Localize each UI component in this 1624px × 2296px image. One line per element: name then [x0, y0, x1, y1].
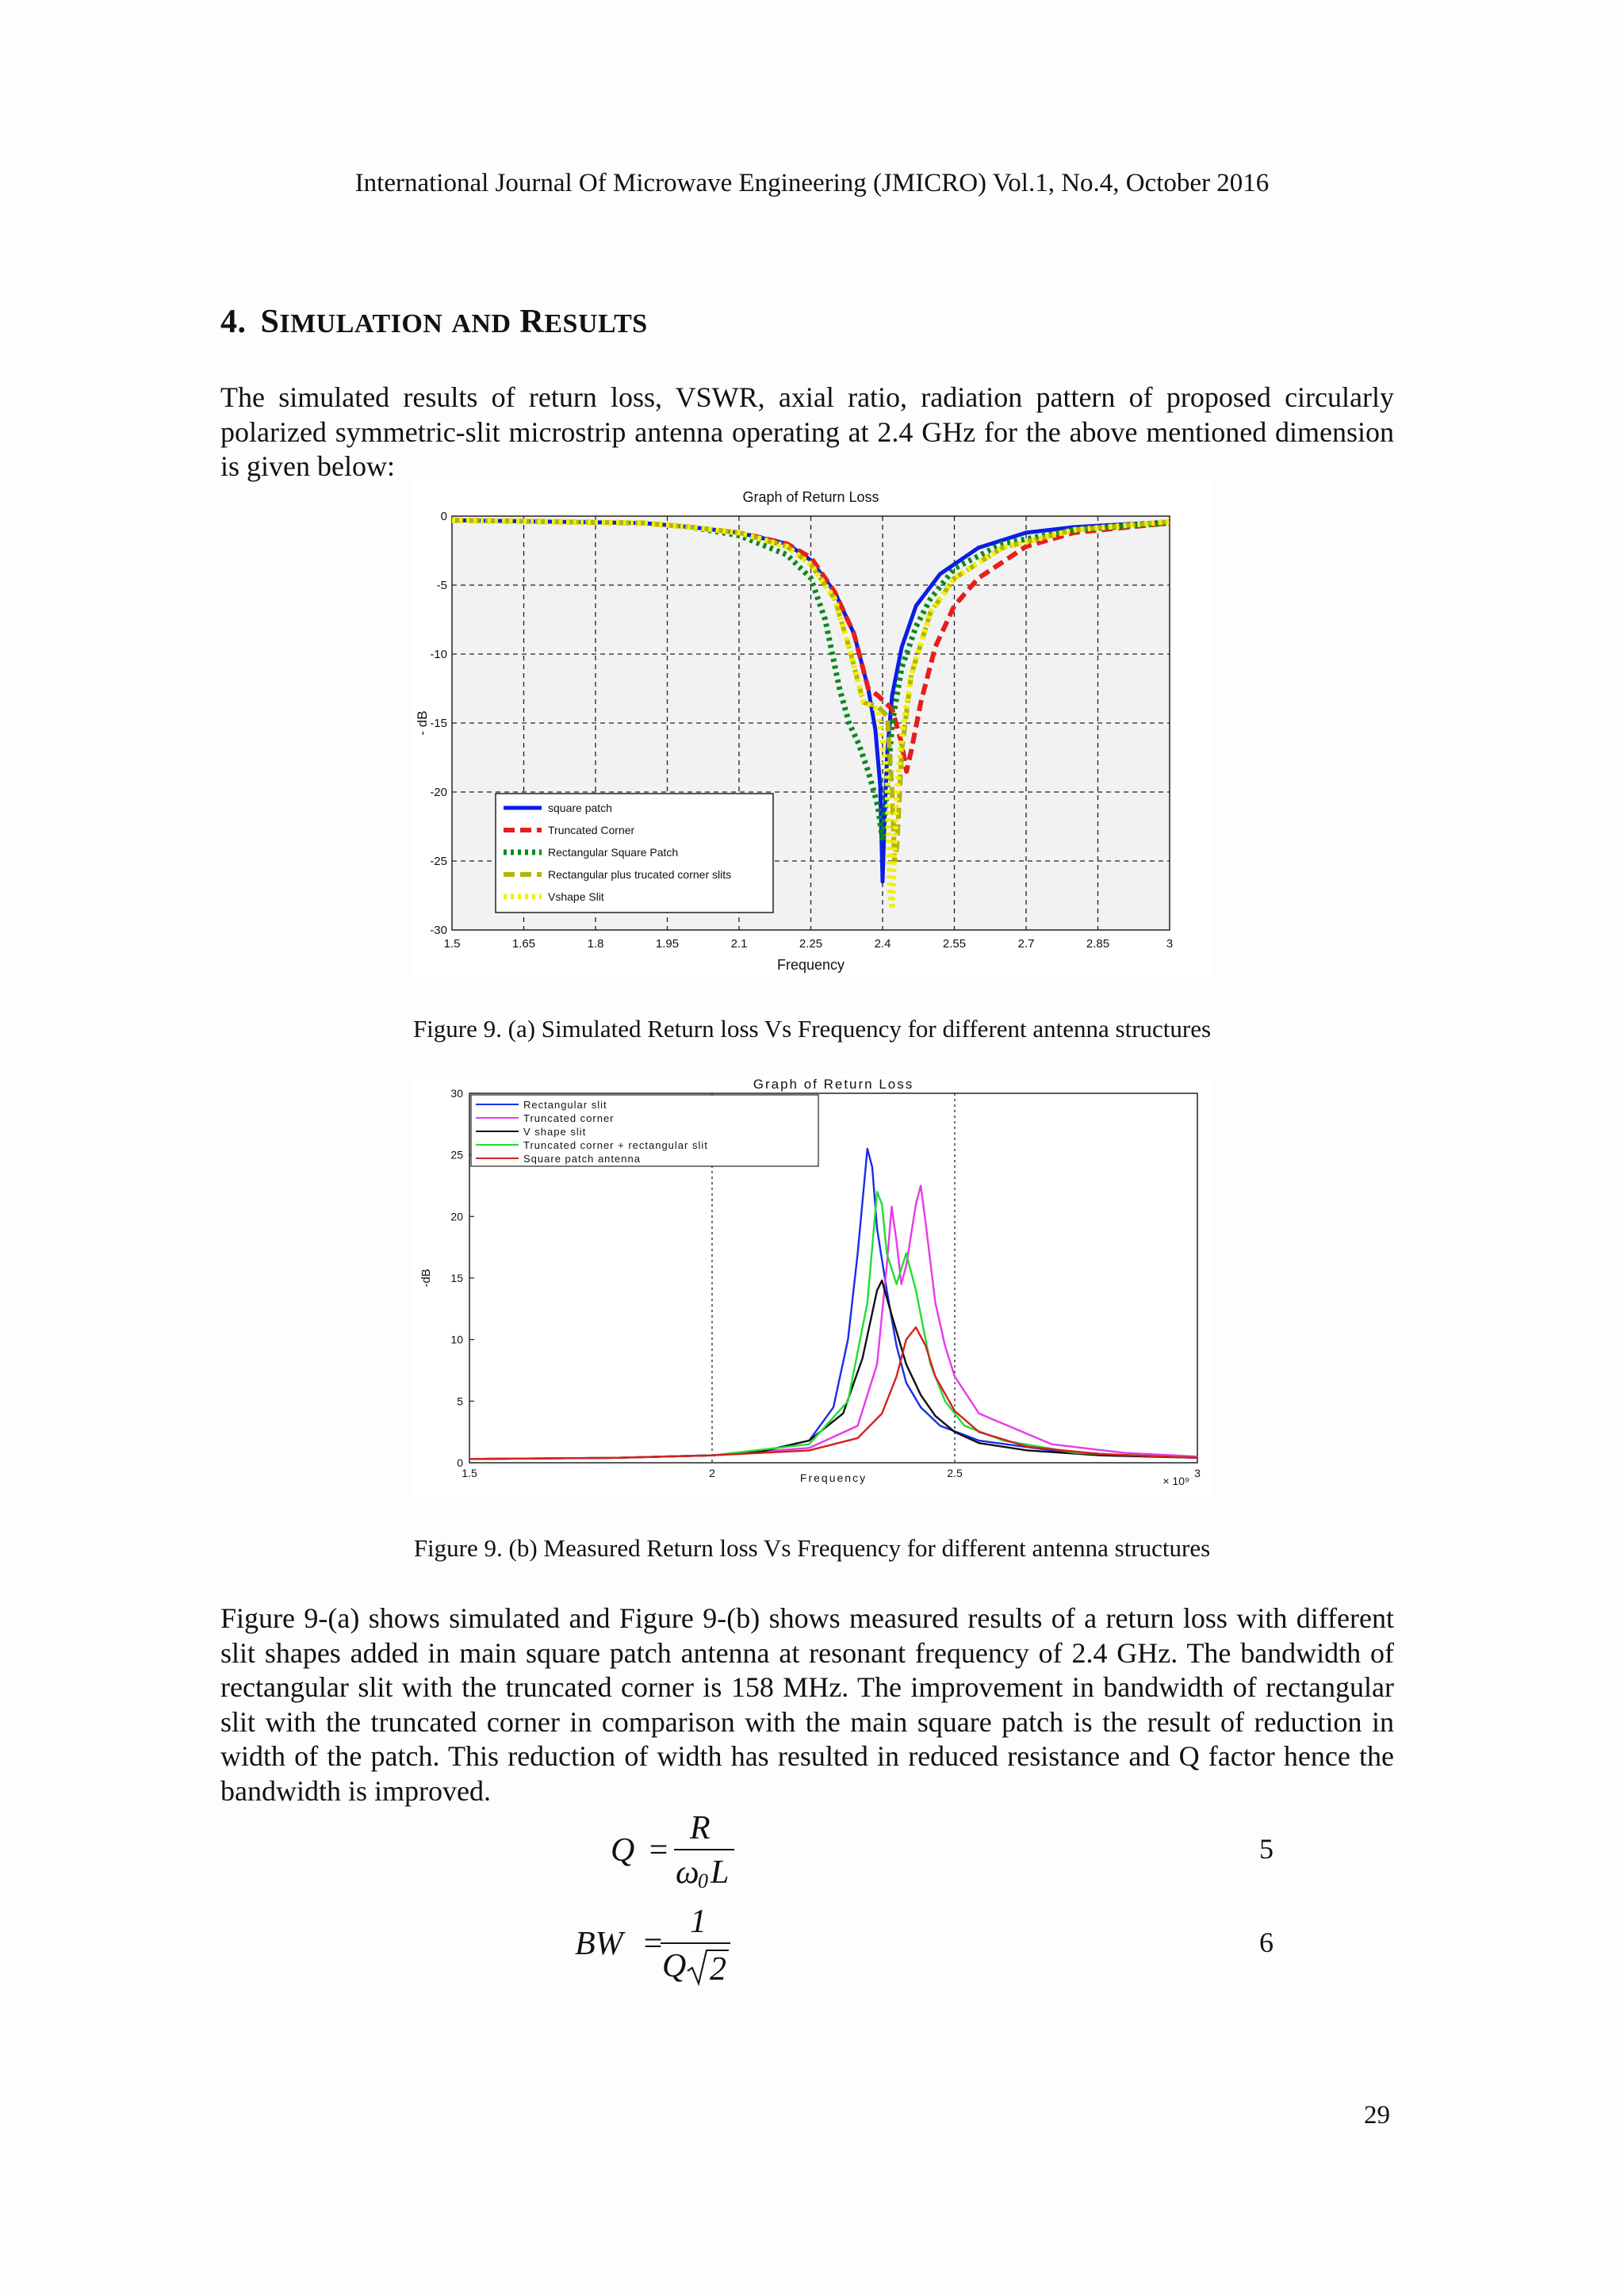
legend-label: Rectangular slit	[523, 1099, 607, 1111]
eq6-equals: =	[642, 1926, 665, 1962]
legend-label: Truncated corner + rectangular slit	[523, 1139, 708, 1151]
heading-word-1-cap: S	[260, 304, 280, 340]
legend-label: Square patch antenna	[523, 1153, 641, 1165]
eq5-denominator-subscript: 0	[698, 1869, 708, 1892]
legend-label: Truncated corner	[523, 1112, 615, 1124]
legend-label: Vshape Slit	[548, 890, 604, 903]
eq6-lhs: BW	[575, 1926, 623, 1962]
figure-9b-caption: Figure 9. (b) Measured Return loss Vs Frequency for different antenna structures	[413, 1534, 1211, 1562]
y-tick-label: -5	[436, 579, 447, 592]
x-tick-label: 2.5	[947, 1467, 963, 1479]
body-paragraph: Figure 9-(a) shows simulated and Figure 9-(b) shows measured results of a return loss with different slit shapes added in main square patch antenna at resonant frequency of 2.4 GHz. The bandwidth of rectangular slit with the truncated corner is 158 MHz. The improvement in bandwidth of rectangular slit with the truncated corner in comparison with the main square patch is the result of reduction in width of the patch. This reduction of width has resulted in reduced resistance and Q factor hence the bandwidth is improved.	[220, 1602, 1394, 1807]
eq6-fraction-bar	[661, 1942, 730, 1944]
equation-5	[611, 1809, 737, 1896]
y-tick-label: 5	[457, 1395, 463, 1408]
x-tick-label: 2.1	[730, 937, 748, 951]
heading-word-1-rest: IMULATION	[279, 309, 443, 339]
x-axis-multiplier: × 10⁹	[1162, 1475, 1189, 1487]
figure-9b-chart	[412, 1074, 1213, 1502]
y-tick-label: 20	[450, 1210, 463, 1223]
journal-header: International Journal Of Microwave Engineering (JMICRO) Vol.1, No.4, October 2016	[354, 169, 1270, 197]
figure-9a-caption: Figure 9. (a) Simulated Return loss Vs Frequency for different antenna structures	[412, 1015, 1212, 1043]
x-tick-label: 1.95	[655, 937, 680, 951]
legend-label: square patch	[548, 802, 612, 814]
eq6-denominator-Q: Q	[662, 1948, 687, 1984]
equation-6	[575, 1903, 733, 1990]
y-tick-label: 10	[450, 1333, 463, 1346]
section-number: 4.	[220, 304, 247, 340]
equation-6-number: 6	[1259, 1927, 1274, 1958]
x-axis-label: Frequency	[799, 1471, 868, 1484]
eq5-denominator-L: L	[710, 1854, 730, 1891]
section-heading	[220, 303, 648, 341]
eq6-numerator: 1	[690, 1904, 707, 1940]
figure-9a-chart	[412, 480, 1213, 979]
x-tick-label: 2.85	[1086, 937, 1110, 951]
legend-label: Truncated Corner	[548, 824, 635, 836]
x-tick-label: 1.5	[443, 937, 461, 951]
y-tick-label: 25	[450, 1148, 463, 1161]
eq5-numerator: R	[690, 1810, 710, 1846]
x-tick-label: 2.7	[1017, 937, 1035, 951]
x-tick-label: 3	[1194, 1467, 1201, 1479]
page-number: 29	[1364, 2101, 1390, 2130]
x-tick-label: 3	[1166, 937, 1174, 951]
chart-title: Graph of Return Loss	[753, 1077, 914, 1092]
y-axis-label: - dB	[415, 710, 430, 736]
y-tick-label: -30	[430, 924, 447, 937]
y-tick-label: -20	[430, 786, 447, 799]
chart-title: Graph of Return Loss	[742, 489, 879, 505]
eq5-fraction-bar	[674, 1849, 734, 1850]
y-axis-label: -dB	[419, 1269, 433, 1288]
x-axis-label: Frequency	[776, 957, 845, 973]
y-tick-label: 30	[450, 1087, 463, 1100]
intro-paragraph: The simulated results of return loss, VSWR, axial ratio, radiation pattern of proposed circularly polarized symmetric-slit microstrip antenna operating at 2.4 GHz for the above mentioned dimension is given below:	[220, 381, 1394, 482]
x-tick-label: 2.25	[799, 937, 823, 951]
heading-word-2: AND	[451, 309, 511, 339]
legend-label: Rectangular Square Patch	[548, 846, 679, 859]
y-tick-label: -15	[430, 717, 447, 730]
legend-label: V shape slit	[523, 1126, 587, 1138]
x-tick-label: 2	[709, 1467, 715, 1479]
x-tick-label: 2.55	[942, 937, 967, 951]
y-tick-label: 0	[440, 510, 447, 523]
x-tick-label: 1.5	[462, 1467, 477, 1479]
heading-word-3-rest: ESULTS	[544, 309, 648, 339]
eq6-radicand: 2	[710, 1951, 726, 1988]
eq5-denominator-omega: ω	[676, 1854, 699, 1891]
heading-word-3-cap: R	[519, 304, 545, 340]
y-tick-label: 15	[450, 1272, 463, 1284]
legend-label: Rectangular plus trucated corner slits	[548, 868, 732, 881]
x-tick-label: 2.4	[874, 937, 891, 951]
eq5-equals: =	[647, 1832, 670, 1869]
y-tick-label: -10	[430, 648, 447, 661]
eq5-lhs: Q	[611, 1832, 635, 1869]
x-tick-label: 1.65	[511, 937, 536, 951]
y-tick-label: -25	[430, 855, 447, 868]
y-tick-label: 0	[457, 1456, 463, 1469]
equation-5-number: 5	[1259, 1833, 1274, 1865]
x-tick-label: 1.8	[587, 937, 604, 951]
